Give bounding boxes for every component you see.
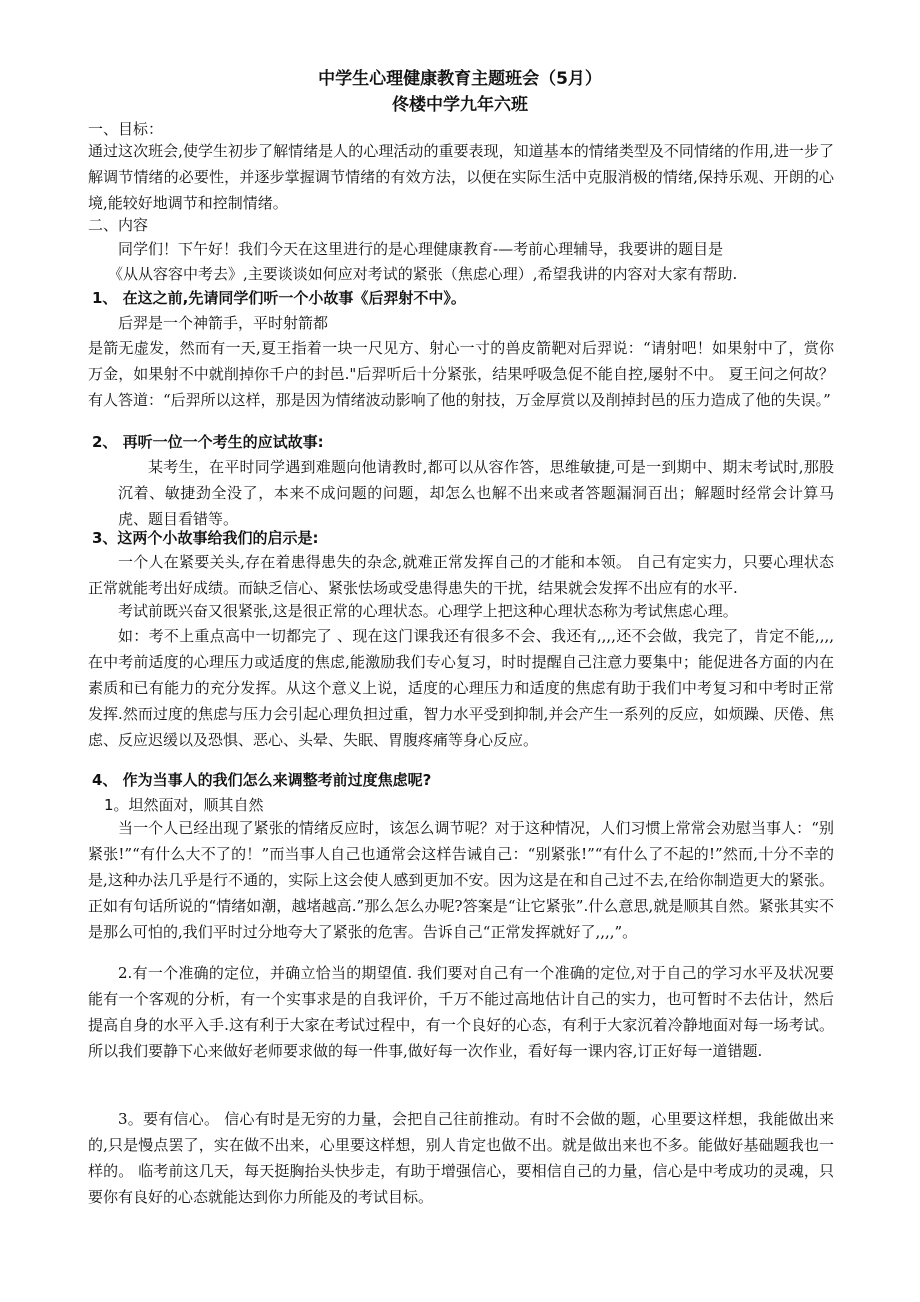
section-4-paragraph-2: 2.有一个准确的定位，并确立恰当的期望值. 我们要对自己有一个准确的定位,对于自己的学习水平及状况要能有一个客观的分析，有一个实事求是的自我评价，千万不能过高地估计自己的实力，也可暂时不去估计，然后提高自身的水平入手.这有利于大家在考试过程中，有一个良好的心态，有利于大家沉着冷静地面对每一场考试。所以我们要静下心来做好老师要求做的每一件事,做好每一次作业，看好每一课内容,订正好每一道错题. bbox=[88, 964, 834, 1060]
section-1-first-line: 后羿是一个神箭手，平时射箭都 bbox=[118, 314, 329, 332]
section-1-story: 是箭无虚发，然而有一天,夏王指着一块一尺见方、射心一寸的兽皮箭靶对后羿说：“请射吧！如果射中了，赏你万金，如果射不中就削掉你千户的封邑."后羿听后十分紧张，结果呼吸急促不能自控,屡射不中。 夏王问之何故？有人答道：“后羿所以这样，那是因为情绪波动影响了他的射技，万金厚赏以及削掉封邑的压力造成了他的失误。” bbox=[88, 339, 834, 409]
section-3-paragraph-1: 一个人在紧要关头,存在着患得患失的杂念,就难正常发挥自己的才能和本领。 自己有定实力，只要心理状态正常就能考出好成绩。而缺乏信心、紧张怯场或受患得患失的干扰，结果就会发挥不出应有的水平. bbox=[88, 553, 834, 597]
intro-line-2: 《从从容容中考去》,主要谈谈如何应对考试的紧张（焦虑心理）,希望我讲的内容对大家有帮助. bbox=[108, 265, 738, 283]
document-title: 中学生心理健康教育主题班会（5月） bbox=[318, 69, 602, 89]
document-subtitle: 佟楼中学九年六班 bbox=[392, 95, 528, 115]
section-4-paragraph-1: 当一个人已经出现了紧张的情绪反应时，该怎么调节呢？对于这种情况，人们习惯上常常会劝慰当事人：“别紧张!”“有什么大不了的！”而当事人自己也通常会这样告诫自己：“别紧张!”“有什么了不起的!”然而,十分不幸的是,这种办法几乎是行不通的，实际上这会使人感到更加不安。因为这是在和自己过不去,在给你制造更大的紧张。正如有句话所说的“情绪如潮，越堵越高.”那么怎么办呢?答案是“让它紧张”.什么意思,就是顺其自然。紧张其实不是那么可怕的,我们平时过分地夸大了紧张的危害。告诉自己“正常发挥就好了,,,,”。 bbox=[88, 819, 834, 941]
goal-text: 通过这次班会,使学生初步了解情绪是人的心理活动的重要表现，知道基本的情绪类型及不同情绪的作用,进一步了解调节情绪的必要性，并逐步掌握调节情绪的有效方法，以便在实际生活中克服消极的情绪,保持乐观、开朗的心境,能较好地调节和控制情绪。 bbox=[88, 142, 834, 212]
section-2-heading: 2、 再听一位一个考生的应试故事: bbox=[92, 433, 324, 451]
section-1-heading: 1、 在这之前,先请同学们听一个小故事《后羿射不中》。 bbox=[92, 289, 466, 307]
section-4-paragraph-3: 3。要有信心。 信心有时是无穷的力量，会把自己往前推动。有时不会做的题，心里要这样想，我能做出来的,只是慢点罢了，实在做不出来，心里要这样想，别人肯定也做不出。就是做出来也不多。能做好基础题我也一样的。 临考前这几天，每天挺胸抬头快步走，有助于增强信心，要相信自己的力量，信心是中考成功的灵魂，只要你有良好的心态就能达到你力所能及的考试目标。 bbox=[88, 1110, 834, 1206]
goal-heading: 一、目标： bbox=[88, 120, 164, 138]
section-4-sub-1: 1。坦然面对，顺其自然 bbox=[104, 796, 264, 814]
section-3-paragraph-2: 考试前既兴奋又很紧张,这是很正常的心理状态。心理学上把这种心理状态称为考试焦虑心理。 bbox=[118, 602, 738, 620]
intro-line-1: 同学们！下午好！我们今天在这里进行的是心理健康教育-—考前心理辅导，我要讲的题目是 bbox=[118, 240, 724, 258]
section-4-heading: 4、 作为当事人的我们怎么来调整考前过度焦虑呢? bbox=[92, 771, 432, 789]
section-2-story: 某考生，在平时同学遇到难题向他请教时,都可以从容作答，思维敏捷,可是一到期中、期末考试时,那股沉着、敏捷劲全没了，本来不成问题的问题，却怎么也解不出来或者答题漏洞百出；解题时经常会计算马虎、题目看错等。 bbox=[118, 458, 834, 528]
content-heading: 二、内容 bbox=[88, 216, 149, 234]
section-3-heading: 3、这两个小故事给我们的启示是: bbox=[92, 529, 319, 547]
section-3-paragraph-3: 如：考不上重点高中一切都完了 、现在这门课我还有很多不会、我还有,,,,还不会做，我完了，肯定不能,,,, 在中考前适度的心理压力或适度的焦虑,能激励我们专心复习，时时提醒自己注意力要集中；能促进各方面的内在素质和已有能力的充分发挥。从这个意义上说，适度的心理压力和适度的焦虑有助于我们中考复习和中考时正常发挥.然而过度的焦虑与压力会引起心理负担过重，智力水平受到抑制,并会产生一系列的反应，如烦躁、厌倦、焦虑、反应迟缓以及恐惧、恶心、头晕、失眠、胃腹疼痛等身心反应。 bbox=[88, 627, 834, 749]
